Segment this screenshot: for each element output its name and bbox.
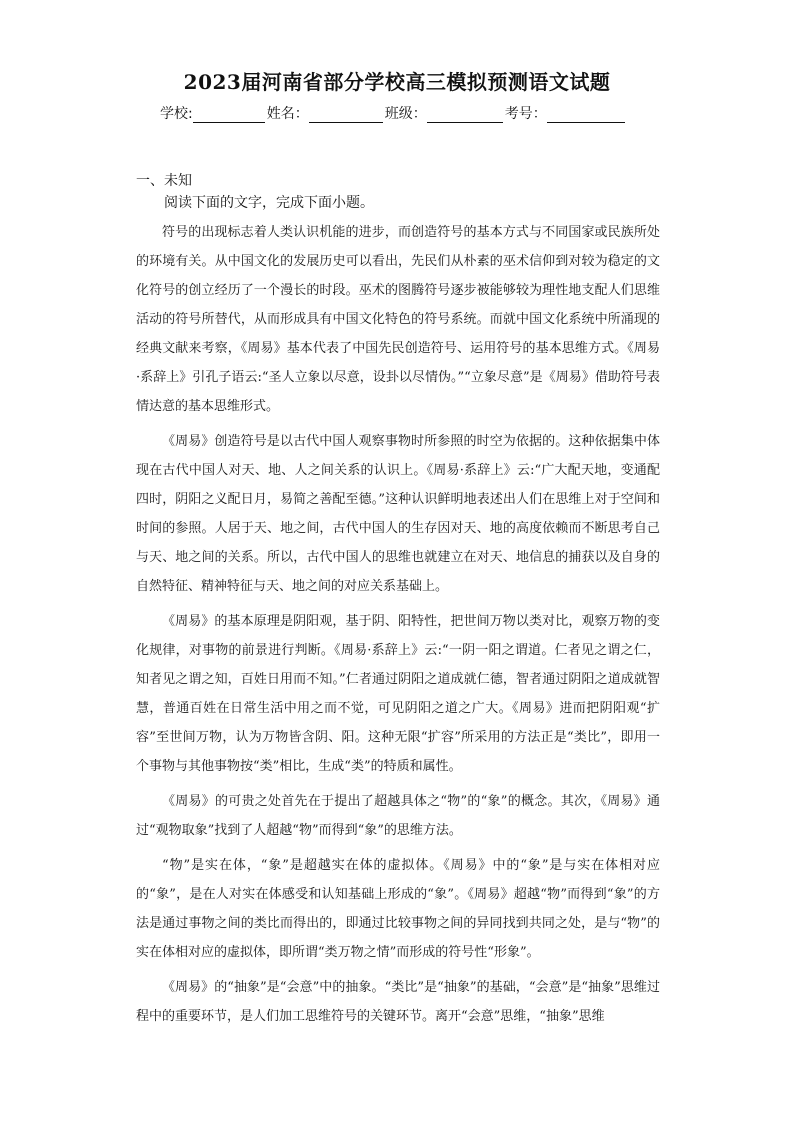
passage-paragraph: 《周易》创造符号是以古代中国人观察事物时所参照的时空为依据的。这种依据集中体现在古代中国人对天、地、人之间关系的认识上。《周易·系辞上》云:“广大配天地，变通配四时，阴阳之义配日月，易简之善配至德。”这种认识鲜明地表述出人们在思维上对于空间和时间的参照。人居于天、地之间，古代中国人的生存因对天、地的高度依赖而不断思考自己与天、地之间的关系。所以，古代中国人的思维也就建立在对天、地信息的捕获以及自身的自然特征、精神特征与天、地之间的对应关系基础上。 xyxy=(136,434,660,594)
reading-passage xyxy=(136,218,660,1037)
name-label: 姓名： xyxy=(266,106,309,122)
school-blank[interactable] xyxy=(193,108,265,123)
passage-paragraph: 《周易》的基本原理是阴阳观，基于阴、阳特性，把世间万物以类对比，观察万物的变化规律，对事物的前景进行判断。《周易·系辞上》云:“一阴一阳之谓道。仁者见之谓之仁，知者见之谓之知，百姓日用而不知。”仁者通过阴阳之道成就仁德，智者通过阴阳之道成就智慧，普通百姓在日常生活中用之而不觉，可见阴阳之道之广大。《周易》进而把阴阳观“扩容”至世间万物，认为万物皆含阴、阳。这种无限“扩容”所采用的方法正是“类比”，即用一个事物与其他事物按“类”相比，生成“类”的特质和属性。 xyxy=(136,614,660,774)
class-blank[interactable] xyxy=(427,108,503,123)
document-title: 2023届河南省部分学校高三模拟预测语文试题 xyxy=(183,70,611,94)
section-heading: 一、未知 xyxy=(136,173,192,189)
school-label: 学校: xyxy=(160,106,193,122)
exam-no-label: 考号： xyxy=(504,106,547,122)
passage-paragraph: 《周易》的“抽象”是“会意”中的抽象。“类比”是“抽象”的基础，“会意”是“抽象”思维过程中的重要环节，是人们加工思维符号的关键环节。离开“会意”思维，“抽象”思维 xyxy=(136,980,660,1024)
passage-paragraph: 《周易》的可贵之处首先在于提出了超越具体之“物”的“象”的概念。其次，《周易》通过“观物取象”找到了人超越“物”而得到“象”的思维方法。 xyxy=(136,794,660,838)
exam-no-blank[interactable] xyxy=(547,108,625,123)
exam-no-field xyxy=(505,103,627,123)
reading-instruction: 阅读下面的文字，完成下面小题。 xyxy=(164,195,374,211)
student-info-line xyxy=(160,103,640,123)
class-field xyxy=(385,103,505,123)
passage-paragraph: “物”是实在体，“象”是超越实在体的虚拟体。《周易》中的“象”是与实在体相对应的“象”，是在人对实在体感受和认知基础上形成的“象”。《周易》超越“物”而得到“象”的方法是通过事物之间的类比而得出的，即通过比较事物之间的异同找到共同之处，是与“物”的实在体相对应的虚拟体，即所谓“类万物之情”而形成的符号性“形象”。 xyxy=(136,858,660,960)
class-label: 班级： xyxy=(384,106,427,122)
name-blank[interactable] xyxy=(309,108,383,123)
name-field xyxy=(267,103,385,123)
school-field xyxy=(160,103,267,123)
passage-paragraph: 符号的出现标志着人类认识机能的进步，而创造符号的基本方式与不同国家或民族所处的环境有关。从中国文化的发展历史可以看出，先民们从朴素的巫术信仰到对较为稳定的文化符号的创立经历了一个漫长的时段。巫术的图腾符号逐步被能够较为理性地支配人们思维活动的符号所替代，从而形成具有中国文化特色的符号系统。而就中国文化系统中所涌现的经典文献来考察，《周易》基本代表了中国先民创造符号、运用符号的基本思维方式。《周易·系辞上》引孔子语云:“圣人立象以尽意，设卦以尽情伪。”“立象尽意”是《周易》借助符号表情达意的基本思维形式。 xyxy=(136,225,660,414)
